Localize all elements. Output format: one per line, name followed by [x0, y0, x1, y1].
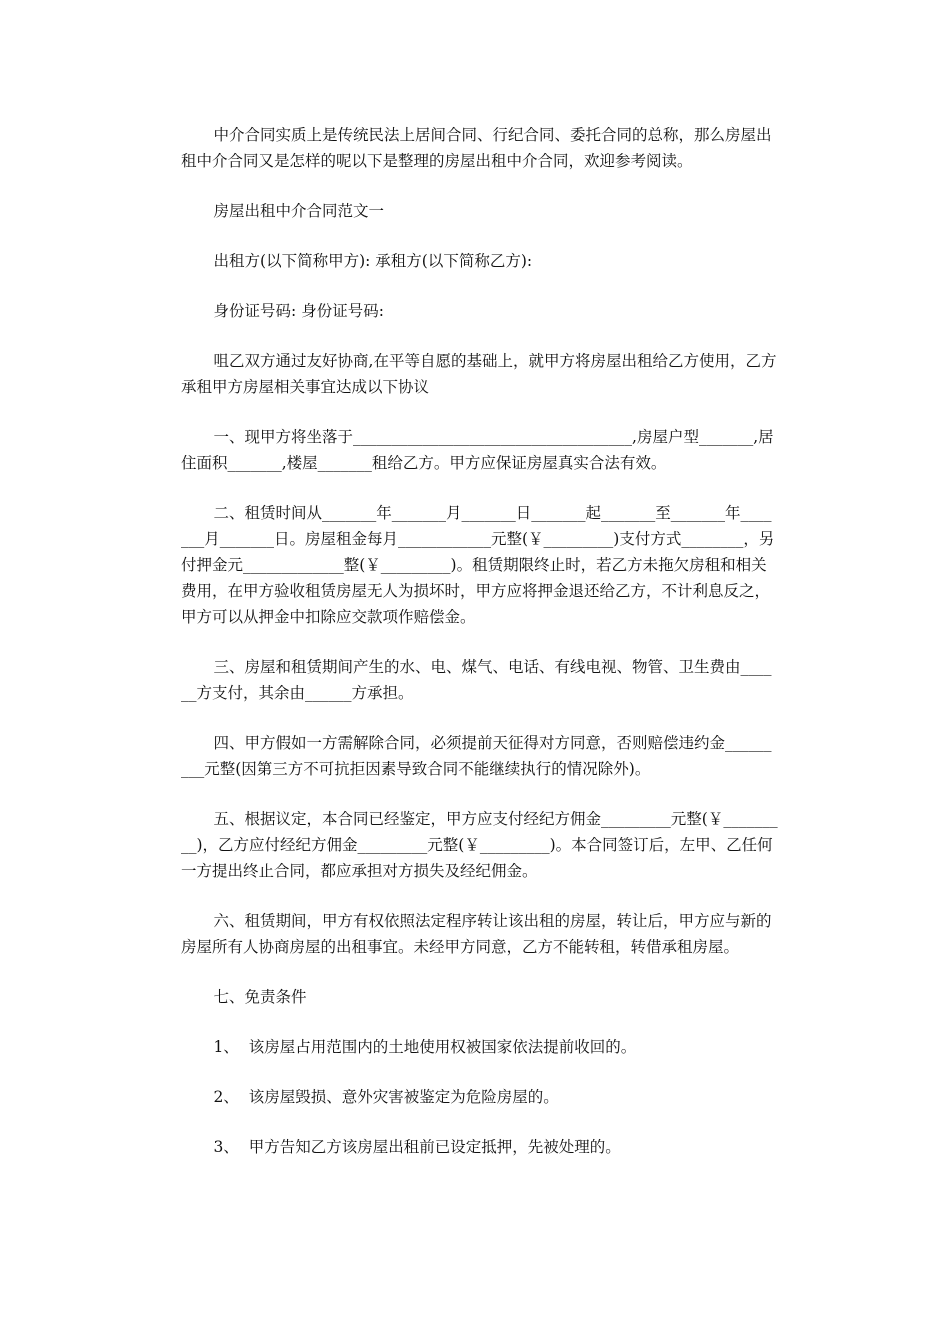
document-body	[181, 122, 779, 1184]
clause-3: 三、房屋和租赁期间产生的水、电、煤气、电话、有线电视、物管、卫生费由______方支付，其余由______方承担。	[181, 658, 772, 702]
clause-4: 四、甲方假如一方需解除合同，必须提前天征得对方同意，否则赔偿违约金_________元整(因第三方不可抗拒因素导致合同不能继续执行的情况除外)。	[181, 734, 772, 778]
parties-line: 出租方(以下简称甲方): 承租方(以下简称乙方):	[213, 252, 533, 270]
section-title: 房屋出租中介合同范文一	[213, 202, 385, 220]
exemption-item-3: 3、 甲方告知乙方该房屋出租前已设定抵押，先被处理的。	[213, 1138, 621, 1156]
clause-2: 二、租赁时间从_______年_______月_______日_______起_______至_______年_______月_______日。房屋租金每月____________元整(￥_________)支付方式________，另付押金元_____________整(￥_________)。租赁期限终止时，若乙方未拖欠房租和相关费用，在甲方验收租赁房屋无人为损坏时，甲方应将押金退还给乙方，不计利息反之，甲方可以从押金中扣除应交款项作赔偿金。	[181, 504, 775, 626]
agreement-preamble: 咀乙双方通过友好协商,在平等自愿的基础上，就甲方将房屋出租给乙方使用，乙方承租甲方房屋相关事宜达成以下协议	[181, 352, 777, 396]
clause-6: 六、租赁期间，甲方有权依照法定程序转让该出租的房屋，转让后，甲方应与新的房屋所有人协商房屋的出租事宜。未经甲方同意，乙方不能转租，转借承租房屋。	[181, 912, 772, 956]
clause-1: 一、现甲方将坐落于____________________________________,房屋户型_______,居住面积_______,楼屋_______租给乙方。甲方应保证房屋真实合法有效。	[181, 428, 774, 472]
id-number-line: 身份证号码: 身份证号码:	[213, 302, 384, 320]
exemption-item-2: 2、 该房屋毁损、意外灾害被鉴定为危险房屋的。	[213, 1088, 559, 1106]
clause-5: 五、根据议定，本合同已经鉴定，甲方应支付经纪方佣金_________元整(￥_________)，乙方应付经纪方佣金_________元整(￥_________)。本合同签订后，左甲、乙任何一方提出终止合同，都应承担对方损失及经纪佣金。	[181, 810, 778, 880]
exemption-item-1: 1、 该房屋占用范围内的土地使用权被国家依法提前收回的。	[213, 1038, 637, 1056]
clause-7-title: 七、免责条件	[213, 988, 307, 1006]
intro-paragraph: 中介合同实质上是传统民法上居间合同、行纪合同、委托合同的总称，那么房屋出租中介合同又是怎样的呢以下是整理的房屋出租中介合同，欢迎参考阅读。	[181, 126, 772, 170]
